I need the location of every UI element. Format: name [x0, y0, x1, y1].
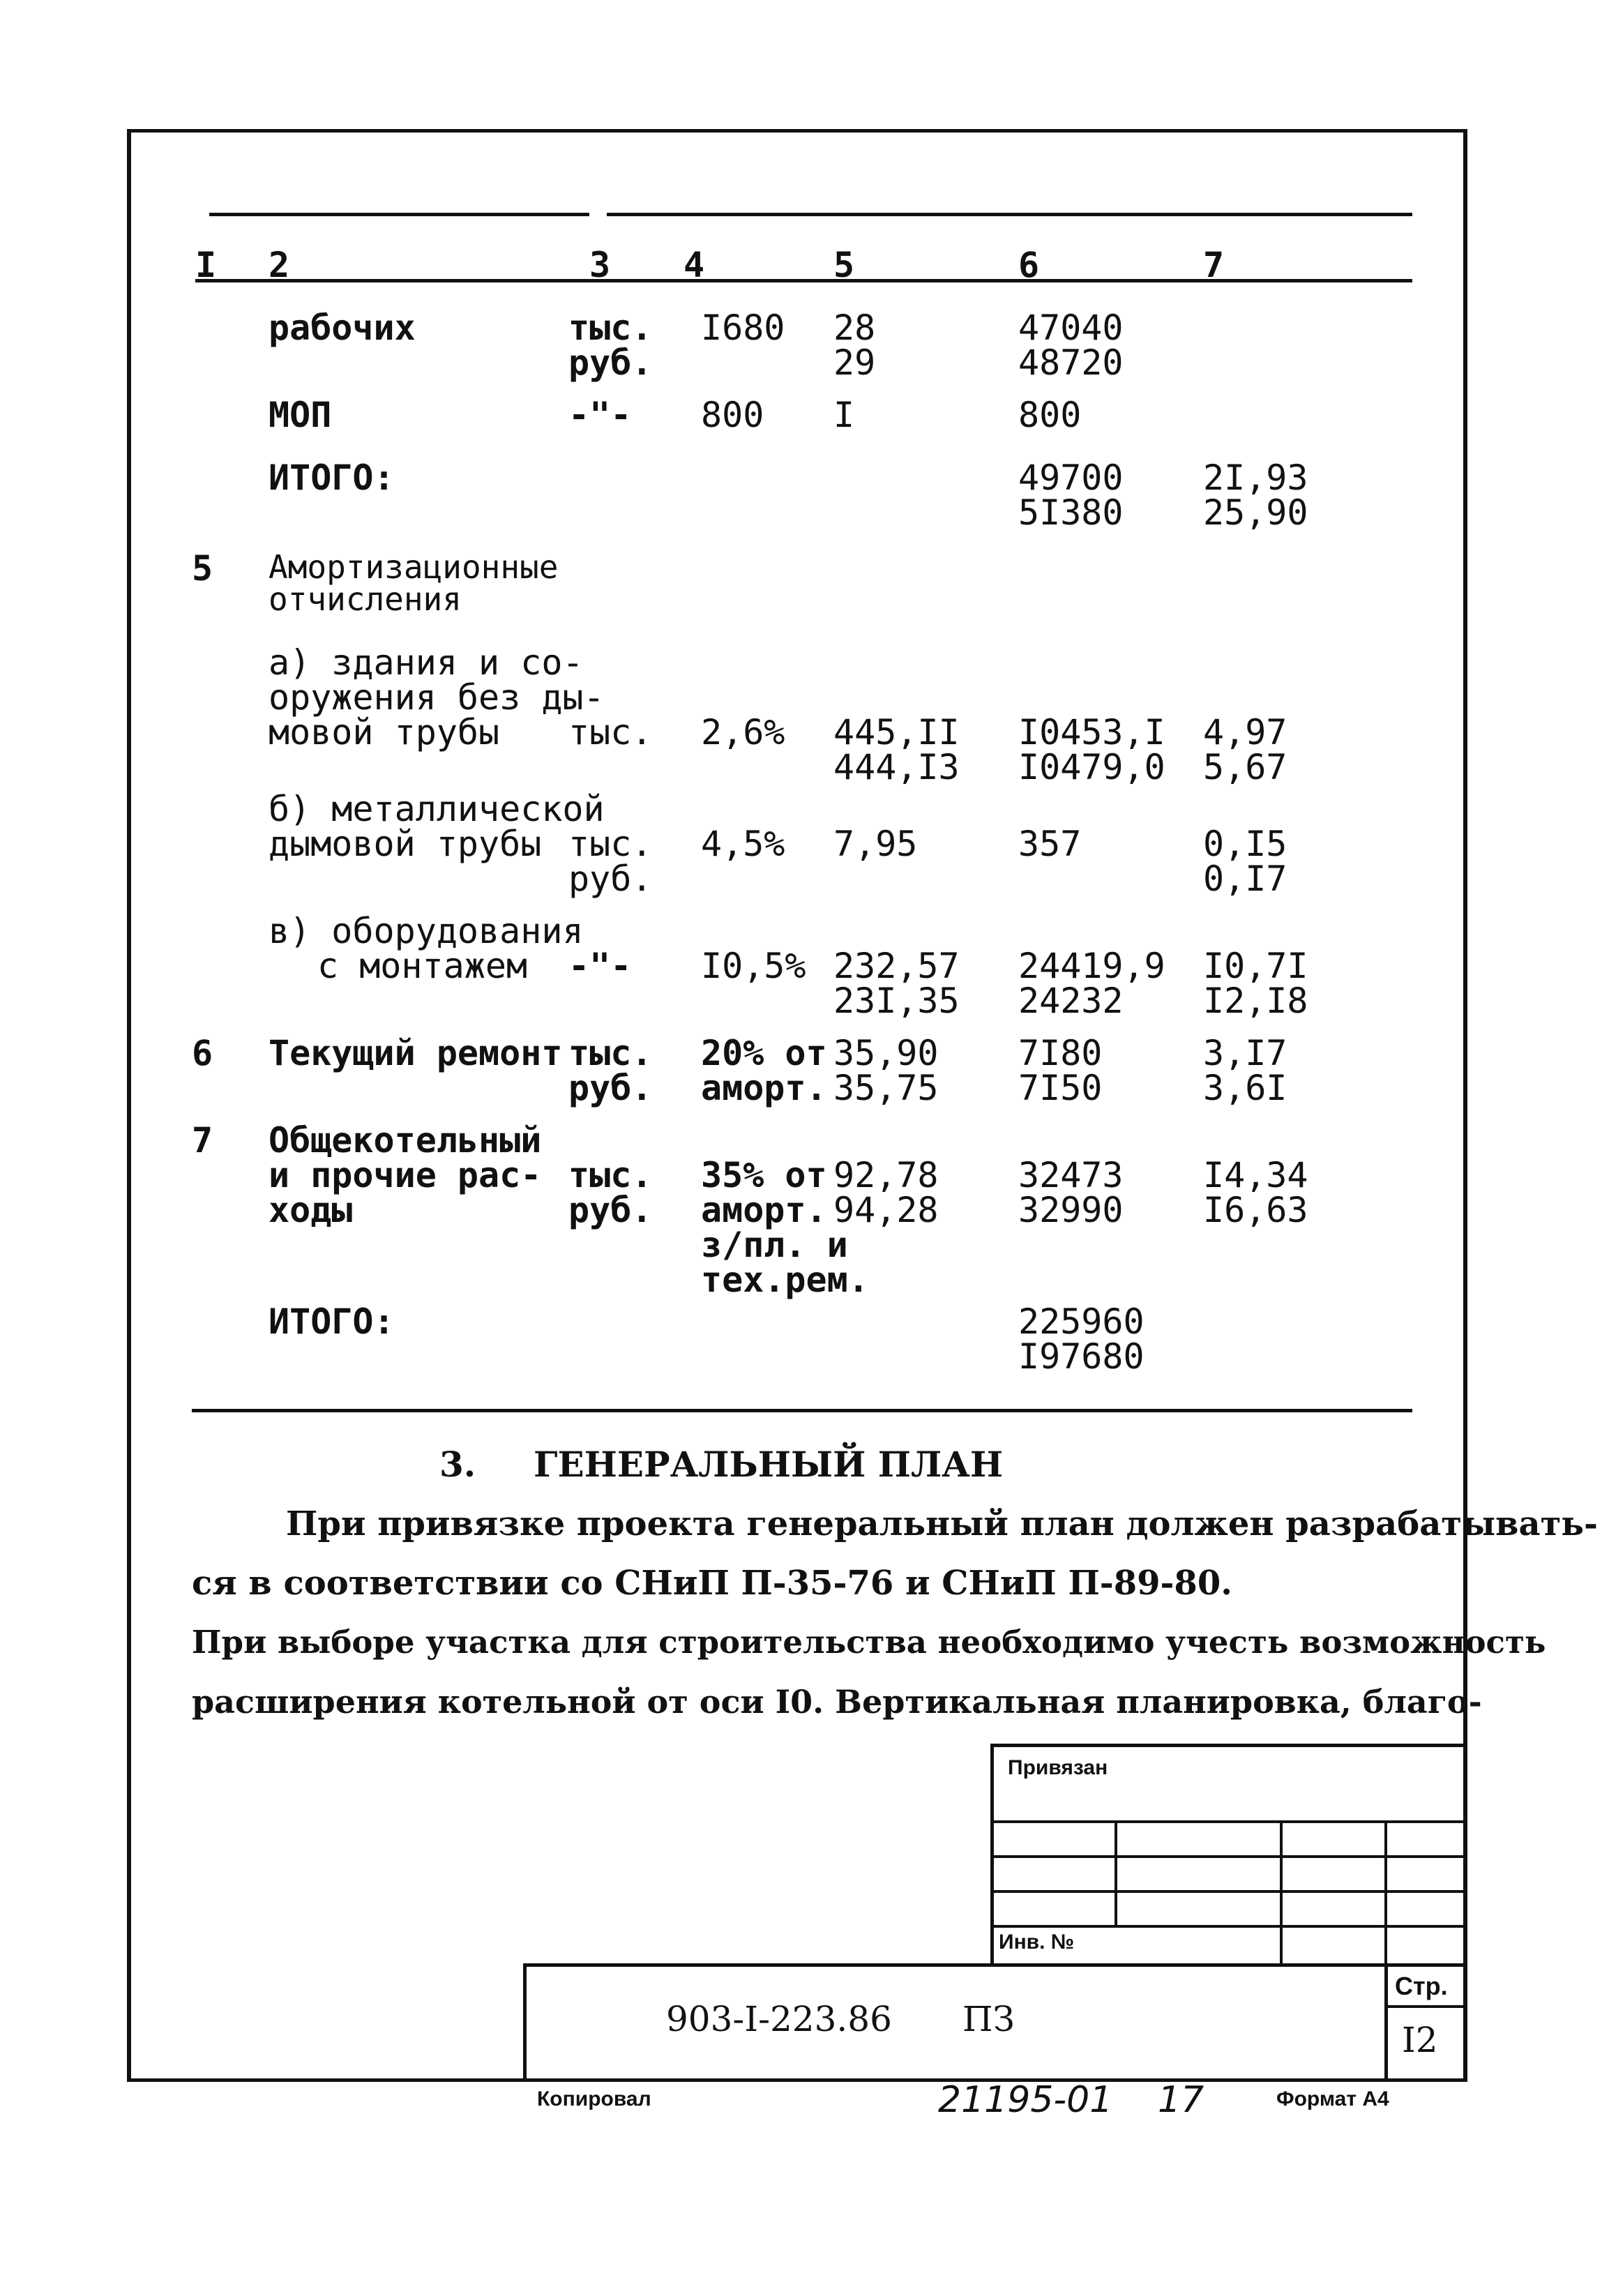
row-7-c5	[833, 1155, 939, 1230]
kopiroval-label: Копировал	[537, 2087, 651, 2110]
row-a-c7	[1203, 712, 1287, 787]
value-line: I97680	[1018, 1336, 1145, 1377]
value-line: 24232	[1018, 981, 1124, 1021]
column-number-rule	[195, 279, 1412, 282]
row-itogo1-name: ИТОГО:	[269, 458, 395, 498]
unit-line: руб.	[568, 1068, 653, 1108]
value-line: 92,78	[833, 1155, 939, 1195]
name-line: дымовой трубы	[269, 824, 542, 864]
row-v-c7	[1203, 946, 1308, 1021]
value-line: I0,7I	[1203, 946, 1308, 986]
row-b-name	[269, 789, 605, 864]
row-v-c6	[1018, 946, 1165, 1021]
row-mop-c6: 800	[1018, 395, 1082, 435]
section-paragraph-line-1: При привязке проекта генеральный план должен разрабатывать-	[286, 1504, 1598, 1543]
row-7-number: 7	[192, 1120, 213, 1161]
name-line: в) оборудования	[269, 911, 584, 951]
name-line: Общекотельный	[269, 1120, 542, 1161]
tb-hline-3	[990, 1890, 1467, 1893]
tb-page-hline	[1384, 2005, 1467, 2008]
unit-line: руб.	[568, 859, 653, 899]
row-b-unit	[568, 824, 653, 899]
tb-hline-4	[990, 1925, 1467, 1928]
tb-hline-1	[990, 1820, 1467, 1823]
row-v-unit: -"-	[568, 946, 632, 986]
value-line: 28	[833, 308, 876, 348]
section-title: ГЕНЕРАЛЬНЫЙ ПЛАН	[534, 1444, 1004, 1485]
value-line: 232,57	[833, 946, 960, 986]
row-6-unit	[568, 1033, 653, 1108]
value-line: I4,34	[1203, 1155, 1308, 1195]
tb-page-vline	[1384, 1963, 1388, 2082]
value-line: 20% от	[701, 1033, 827, 1073]
row-rabochih-c4: I680	[701, 308, 785, 348]
unit-line: тыс.	[568, 824, 653, 864]
value-line: 23I,35	[833, 981, 960, 1021]
unit-line: тыс.	[568, 1033, 653, 1073]
row-a-c4: 2,6%	[701, 712, 785, 753]
row-mop-name: МОП	[269, 395, 332, 435]
name-line: мовой трубы	[269, 712, 500, 753]
value-line: 0,I5	[1203, 824, 1287, 864]
value-line: I0453,I	[1018, 712, 1165, 753]
handwritten-archive-number: 21195-01	[938, 2079, 1113, 2121]
section-paragraph-line-2: ся в соответствии со СНиП П-35-76 и СНиП П-89-80.	[192, 1564, 1232, 1603]
row-v-c5	[833, 946, 960, 1021]
row-itogo2-c6	[1018, 1301, 1145, 1377]
row-mop-c4: 800	[701, 395, 764, 435]
document-code: 903-I-223.86	[666, 1999, 892, 2039]
name-line: с монтажем	[317, 946, 528, 986]
name-line: б) металлической	[269, 789, 605, 829]
row-mop-c5: I	[833, 395, 855, 435]
name-line: и прочие рас-	[269, 1155, 542, 1195]
page-label: Стр.	[1395, 1972, 1448, 2000]
value-line: I0479,0	[1018, 747, 1165, 787]
value-line: 35,90	[833, 1033, 939, 1073]
row-7-c6	[1018, 1155, 1124, 1230]
value-line: 2I,93	[1203, 458, 1308, 498]
row-a-unit: тыс.	[568, 712, 653, 753]
row-itogo2-name: ИТОГО:	[269, 1301, 395, 1342]
col-num-7: 7	[1203, 245, 1225, 285]
value-line: 5,67	[1203, 747, 1287, 787]
row-6-c5	[833, 1033, 939, 1108]
row-a-c6	[1018, 712, 1165, 787]
inv-no-label: Инв. №	[999, 1931, 1075, 1954]
value-line: 5I380	[1018, 492, 1124, 533]
row-v-name	[269, 911, 584, 986]
format-label: Формат А4	[1276, 2087, 1389, 2110]
value-line: аморт.	[701, 1068, 827, 1108]
tb-vline-3	[1384, 1820, 1387, 1967]
value-line: 35,75	[833, 1068, 939, 1108]
name-line: оружения без ды-	[269, 677, 605, 718]
row-b-c5: 7,95	[833, 824, 918, 864]
row-5-number: 5	[192, 548, 213, 589]
value-line: 35% от	[701, 1155, 827, 1195]
unit-line: руб.	[568, 1190, 653, 1230]
value-line: 47040	[1018, 308, 1124, 348]
value-line: 94,28	[833, 1190, 939, 1230]
table-top-rule-right	[607, 213, 1412, 216]
col-num-5: 5	[833, 245, 855, 285]
col-num-6: 6	[1018, 245, 1040, 285]
row-7-name	[269, 1120, 542, 1230]
col-num-2: 2	[269, 245, 290, 285]
row-itogo1-c7	[1203, 458, 1308, 533]
row-7-c7	[1203, 1155, 1308, 1230]
row-6-c7	[1203, 1033, 1287, 1108]
value-line: аморт.	[701, 1190, 827, 1230]
value-line: 49700	[1018, 458, 1124, 498]
unit-line: руб.	[568, 342, 653, 383]
col-num-4: 4	[683, 245, 705, 285]
row-rabochih-c5	[833, 308, 876, 383]
value-line: 3,6I	[1203, 1068, 1287, 1108]
value-line: 4,97	[1203, 712, 1287, 753]
tb-vline-2	[1280, 1820, 1283, 1967]
value-line: 32990	[1018, 1190, 1124, 1230]
row-rabochih-unit	[568, 308, 653, 383]
value-line: 29	[833, 342, 876, 383]
value-line: I2,I8	[1203, 981, 1308, 1021]
value-line: тех.рем.	[701, 1260, 869, 1300]
section-paragraph-line-4: расширения котельной от оси I0. Вертикальная планировка, благо-	[192, 1683, 1482, 1721]
row-rabochih-name: рабочих	[269, 308, 416, 348]
tb-hline-2	[990, 1855, 1467, 1858]
name-line: а) здания и со-	[269, 642, 584, 683]
row-7-unit	[568, 1155, 653, 1230]
value-line: I6,63	[1203, 1190, 1308, 1230]
name-line: отчисления	[269, 580, 462, 618]
col-num-3: 3	[589, 245, 611, 285]
value-line: 444,I3	[833, 747, 960, 787]
unit-line: тыс.	[568, 1155, 653, 1195]
page-number: I2	[1402, 2020, 1438, 2060]
value-line: 0,I7	[1203, 859, 1287, 899]
row-b-c6: 357	[1018, 824, 1082, 864]
row-6-number: 6	[192, 1033, 213, 1073]
tb-vline-1	[1115, 1820, 1117, 1925]
row-a-c5	[833, 712, 960, 787]
value-line: 225960	[1018, 1301, 1145, 1342]
table-bottom-rule	[192, 1409, 1412, 1412]
row-itogo1-c6	[1018, 458, 1124, 533]
value-line: 32473	[1018, 1155, 1124, 1195]
row-6-c6	[1018, 1033, 1103, 1108]
row-mop-unit: -"-	[568, 395, 632, 435]
value-line: 445,II	[833, 712, 960, 753]
value-line: 25,90	[1203, 492, 1308, 533]
unit-line: тыс.	[568, 308, 653, 348]
document-suffix: ПЗ	[962, 1999, 1015, 2039]
name-line: ходы	[269, 1190, 353, 1230]
name-line: Амортизационные	[269, 548, 559, 586]
value-line: 24419,9	[1018, 946, 1165, 986]
row-b-c7	[1203, 824, 1287, 899]
row-b-c4: 4,5%	[701, 824, 785, 864]
section-paragraph-line-3: При выборе участка для строительства необходимо учесть возможность	[192, 1624, 1546, 1661]
row-a-name	[269, 642, 605, 753]
value-line: 7I50	[1018, 1068, 1103, 1108]
table-top-rule-left	[209, 213, 589, 216]
section-number: 3.	[439, 1444, 476, 1485]
row-v-c4: I0,5%	[701, 946, 806, 986]
privyazan-label: Привязан	[1008, 1756, 1108, 1779]
col-num-1: I	[195, 245, 217, 285]
value-line: з/пл. и	[701, 1225, 848, 1265]
row-5-name	[269, 548, 559, 618]
handwritten-sheet-number: 17	[1158, 2079, 1204, 2121]
row-6-c4	[701, 1033, 827, 1108]
value-line: 48720	[1018, 342, 1124, 383]
row-6-name: Текущий ремонт	[269, 1033, 563, 1073]
value-line: 3,I7	[1203, 1033, 1287, 1073]
row-rabochih-c6	[1018, 308, 1124, 383]
value-line: 7I80	[1018, 1033, 1103, 1073]
